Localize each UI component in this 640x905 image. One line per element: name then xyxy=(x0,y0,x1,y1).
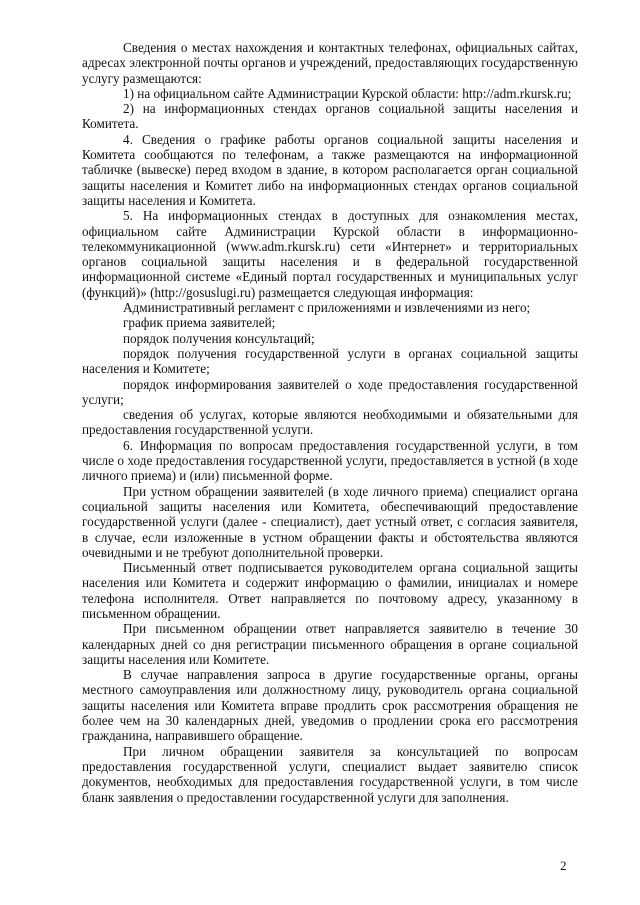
list-item-schedule: график приема заявителей; xyxy=(123,315,276,331)
page-number: 2 xyxy=(560,858,567,873)
list-item-informing-procedure: порядок информирования заявителей о ходе предоставления государственной услуги; xyxy=(82,376,578,407)
list-item-official-site: 1) на официальном сайте Администрации Курской области: http://adm.rkursk.ru; xyxy=(123,85,572,101)
list-item-service-procedure: порядок получения государственной услуги в органах социальной защиты населения и Комитете; xyxy=(82,345,578,377)
list-item-regulation: Административный регламент с приложениями и извлечениями из него; xyxy=(123,300,531,316)
paragraph-request-other-bodies: В случае направления запроса в другие государственные органы, органы местного самоуправления или должностному лицу, руководитель органа социальной защиты населения или Комитета вправе продлить срок рассмотрения обращения не более чем на 30 календарных дней, уведомив о продлении срока его рассмотрения гражданина, направившего обращение. xyxy=(82,667,578,744)
paragraph-4-schedule: 4. Сведения о графике работы органов социальной защиты населения и Комитета сообщаются по телефонам, а также размещаются на информационной табличке (вывеске) перед входом в здание, в котором располагается орган социальной защиты населения и Комитет либо на информационных стендах органов социальной защиты населения и Комитета. xyxy=(82,131,578,208)
paragraph-oral-appeal: При устном обращении заявителей (в ходе личного приема) специалист органа социальной защиты населения или Комитета, обеспечивающий предоставление государственной услуги (далее - специалист), дает устный ответ, с согласия заявителя, в случае, если изложенные в устном обращении факты и обстоятельства являются очевидными и не требуют дополнительной проверки. xyxy=(82,483,578,560)
paragraph-personal-appeal: При личном обращении заявителя за консультацией по вопросам предоставления государственной услуги, специалист выдает заявителю список документов, необходимых для предоставления государственной услуги, в том числе бланк заявления о предоставлении государственной услуги для заполнения. xyxy=(82,743,578,805)
paragraph-written-answer: Письменный ответ подписывается руководителем органа социальной защиты населения или Комитета и содержит информацию о фамилии, инициалах и номере телефона исполнителя. Ответ направляется по почтовому адресу, указанному в письменном обращении. xyxy=(82,560,578,621)
paragraph-written-appeal: При письменном обращении ответ направляется заявителю в течение 30 календарных дней со дня регистрации письменного обращения в органе социальной защиты населения или Комитете. xyxy=(82,621,578,667)
paragraph-5-stands: 5. На информационных стендах в доступных для ознакомления местах, официальном сайте Администрации Курской области в информационно-телекоммуникационной (www.adm.rkursk.ru) сети «Интернет» и территориальных органов социальной защиты населения и в федеральной государственной информационной системе «Единый портал государственных и муниципальных услуг (функций)» (http://gosuslugi.ru) размещается следующая информация: xyxy=(82,208,578,300)
paragraph-info-locations: Сведения о местах нахождения и контактных телефонах, официальных сайтах, адресах электронной почты органов и учреждений, предоставляющих государственную услугу размещаются: xyxy=(82,40,578,86)
document-body xyxy=(82,40,578,805)
list-item-info-stands: 2) на информационных стендах органов социальной защиты населения и Комитета. xyxy=(82,101,578,132)
paragraph-6-information: 6. Информация по вопросам предоставления государственной услуги, в том числе о ходе предоставления государственной услуги, предоставляется в устной (в ходе личного приема) и (или) письменной форме. xyxy=(82,437,578,484)
list-item-consultations: порядок получения консультаций; xyxy=(123,330,315,346)
list-item-required-services: сведения об услугах, которые являются необходимыми и обязательными для предоставления государственной услуги. xyxy=(82,407,578,438)
